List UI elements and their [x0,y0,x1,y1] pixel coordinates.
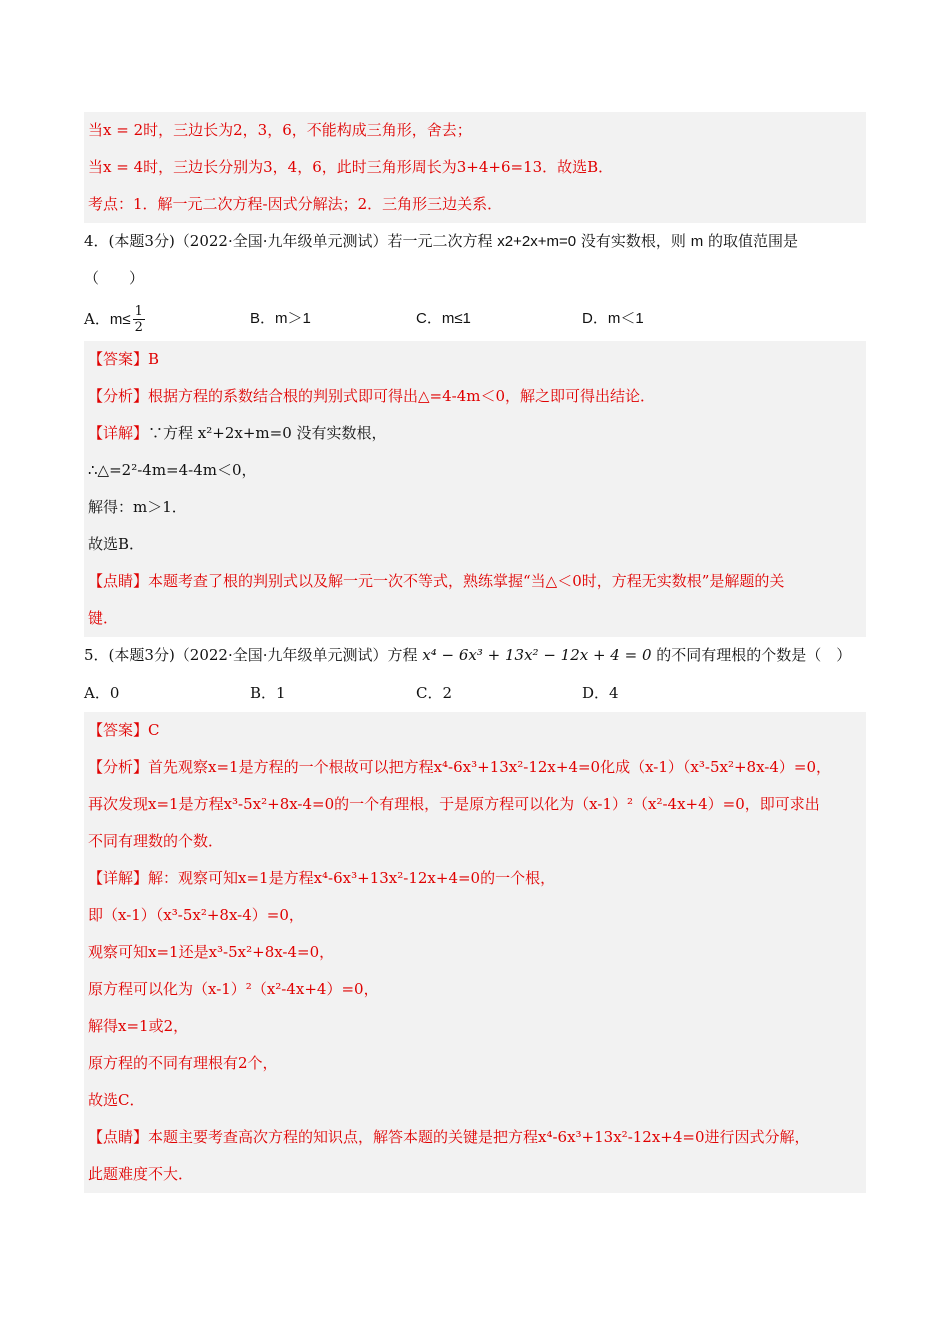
document-page [84,112,866,1193]
option-d[interactable]: D．m＜1 [582,310,644,327]
q4-detail-1: 【详解】∵方程 x²+2x+m=0 没有实数根， [88,424,387,442]
q5-analysis-1: 【分析】首先观察x=1是方程的一个根故可以把方程x⁴-6x³+13x²-12x+4=0化成（x-1）（x³-5x²+8x-4）=0， [88,758,831,776]
q5-detail-1: 【详解】解：观察可知x=1是方程x⁴-6x³+13x²-12x+4=0的一个根， [88,869,556,887]
prev-solution-line-3: 考点：1．解一元二次方程-因式分解法；2．三角形三边关系． [88,195,503,213]
question-4-stem-line-2: （ ） [84,269,145,287]
question-5-options [84,674,866,712]
option-c[interactable]: C．2 [416,684,453,702]
q5-comment-2: 此题难度不大． [88,1165,194,1183]
question-4-solution [84,341,866,637]
fraction: $\frac{1}{2}$ [134,304,143,335]
question-4 [84,223,866,341]
option-d[interactable]: D．4 [582,684,619,702]
prev-solution-line-1: 当x = 2时，三边长为2，3，6，不能构成三角形，舍去； [88,121,472,139]
option-a[interactable]: A．m≤ $\frac{1}{2}$ [84,304,143,335]
q5-detail-7: 故选C． [88,1091,145,1109]
q5-detail-3: 观察可知x=1还是x³-5x²+8x-4=0， [88,943,335,961]
q4-comment-1: 【点睛】本题考查了根的判别式以及解一元一次不等式，熟练掌握“当△＜0时，方程无实数根”是解题的关 [88,572,785,590]
q5-detail-6: 原方程的不同有理根有2个， [88,1054,278,1072]
q5-analysis-2: 再次发现x=1是方程x³-5x²+8x-4=0的一个有理根，于是原方程可以化为（x-1）²（x²-4x+4）=0，即可求出 [88,795,820,813]
q5-detail-2: 即（x-1）（x³-5x²+8x-4）=0， [88,906,304,924]
q5-comment-1: 【点睛】本题主要考查高次方程的知识点，解答本题的关键是把方程x⁴-6x³+13x²-12x+4=0进行因式分解， [88,1128,810,1146]
q4-detail-2: ∴△=2²-4m=4-4m＜0， [88,461,257,479]
option-a[interactable]: A．0 [84,684,120,702]
prev-solution-block [84,112,866,223]
q5-detail-5: 解得x=1或2， [88,1017,189,1035]
q5-answer: 【答案】C [88,721,160,739]
q4-analysis: 【分析】根据方程的系数结合根的判别式即可得出△=4-4m＜0，解之即可得出结论． [88,387,656,405]
option-b[interactable]: B．1 [250,684,286,702]
prev-solution-line-2: 当x = 4时，三边长分别为3，4，6，此时三角形周长为3+4+6=13．故选B． [88,158,614,176]
question-4-options [84,297,866,341]
option-b[interactable]: B．m＞1 [250,310,311,327]
question-5 [84,637,866,712]
question-4-stem: 4．(本题3分)（2022·全国·九年级单元测试）若一元二次方程 x2+2x+m=0 没有实数根，则 m 的取值范围是 [84,232,798,250]
question-5-stem: 5．(本题3分)（2022·全国·九年级单元测试）方程 x⁴ − 6x³ + 13x² − 12x + 4 = 0 的不同有理根的个数是（ ） [84,646,852,664]
q4-answer: 【答案】B [88,350,160,368]
option-c[interactable]: C．m≤1 [416,310,471,327]
q4-comment-2: 键． [88,609,119,627]
q4-detail-3: 解得：m＞1． [88,498,187,516]
q5-detail-4: 原方程可以化为（x-1）²（x²-4x+4）=0， [88,980,379,998]
q5-analysis-3: 不同有理数的个数． [88,832,224,850]
question-5-solution [84,712,866,1193]
q4-detail-4: 故选B． [88,535,145,553]
